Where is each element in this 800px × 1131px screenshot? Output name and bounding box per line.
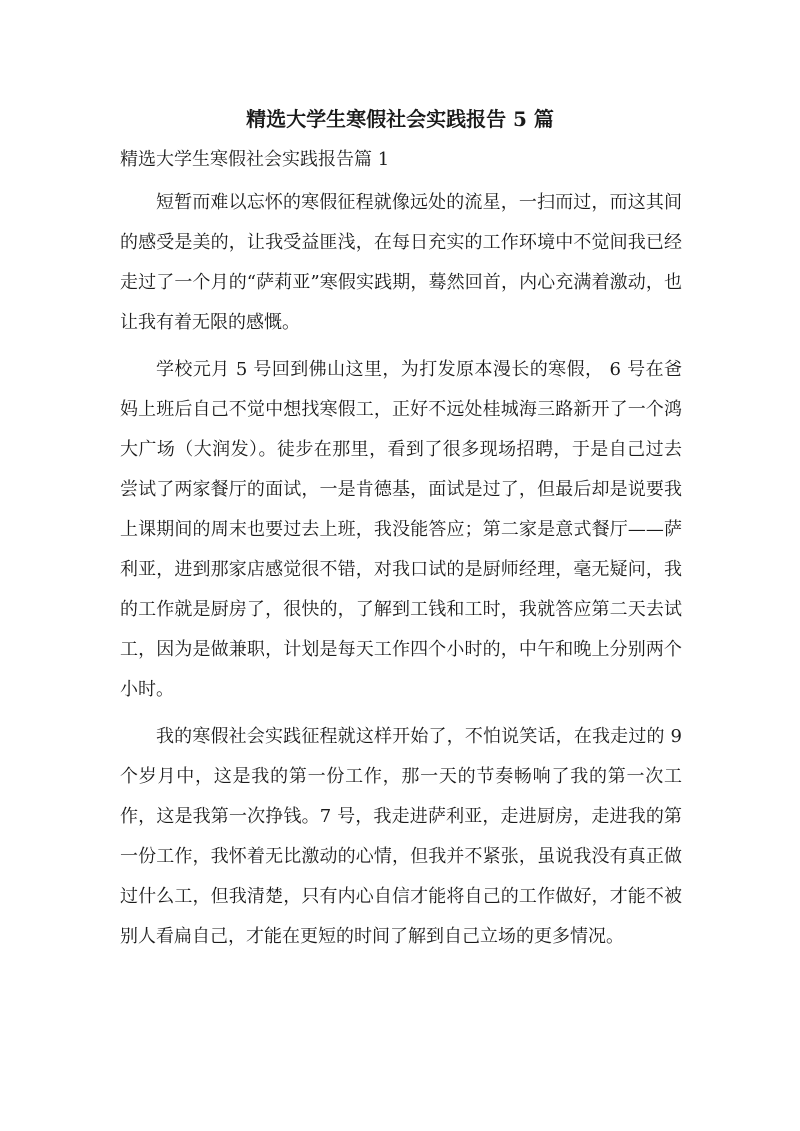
document-body xyxy=(120,183,682,964)
section-heading: 精选大学生寒假社会实践报告篇 1 xyxy=(120,149,390,170)
paragraph-2: 学校元月 5 号回到佛山这里，为打发原本漫长的寒假， 6 号在爸妈上班后自己不觉中想找寒假工，正好不远处桂城海三路新开了一个鸿大广场（大润发）。徒步在那里，看到了很多现场招聘，于是自己过去尝试了两家餐厅的面试，一是肯德基，面试是过了，但最后却是说要我上课期间的周末也要过去上班，我没能答应；第二家是意式餐厅——萨利亚，进到那家店感觉很不错，对我口试的是厨师经理，毫无疑问，我的工作就是厨房了，很快的，了解到工钱和工时，我就答应第二天去试工，因为是做兼职，计划是每天工作四个小时的，中午和晚上分别两个小时。 xyxy=(120,359,682,700)
paragraph-3: 我的寒假社会实践征程就这样开始了，不怕说笑话，在我走过的 9 个岁月中，这是我的第一份工作，那一天的节奏畅响了我的第一次工作，这是我第一次挣钱。7 号，我走进萨利亚，走进厨房，走进我的第一份工作，我怀着无比激动的心情，但我并不紧张，虽说我没有真正做过什么工，但我清楚，只有内心自信才能将自己的工作做好，才能不被别人看扁自己，才能在更短的时间了解到自己立场的更多情况。 xyxy=(120,726,682,947)
paragraph-1: 短暂而难以忘怀的寒假征程就像远处的流星，一扫而过，而这其间的感受是美的，让我受益匪浅，在每日充实的工作环境中不觉间我已经走过了一个月的“萨莉亚”寒假实践期，蓦然回首，内心充满着激动，也让我有着无限的感慨。 xyxy=(120,192,682,333)
document-title: 精选大学生寒假社会实践报告 5 篇 xyxy=(246,107,554,131)
